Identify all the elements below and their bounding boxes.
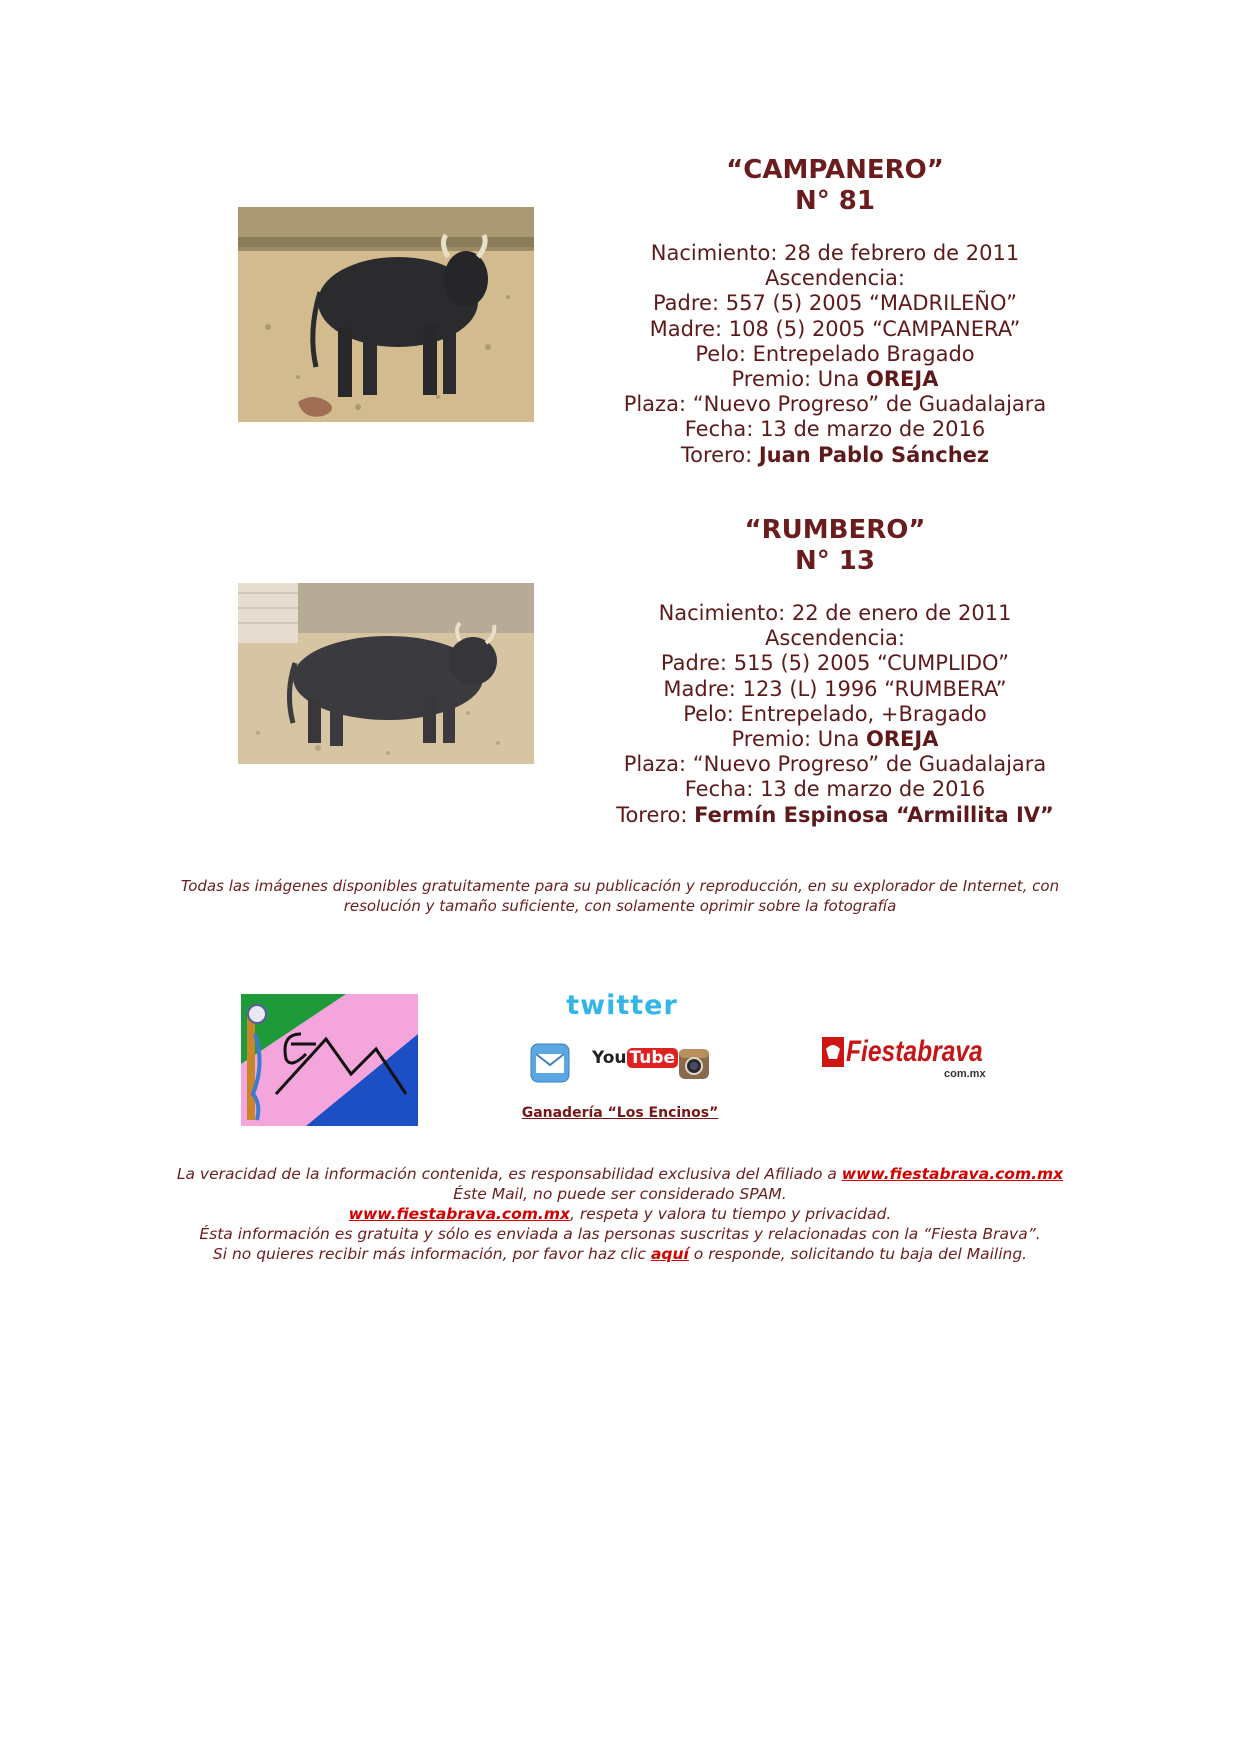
fecha-line: Fecha: 13 de marzo de 2016: [684, 417, 986, 442]
torero-line: Torero: Fermín Espinosa “Armillita IV”: [616, 802, 1054, 827]
fiestabrava-link[interactable]: www.fiestabrava.com.mx: [348, 1205, 570, 1223]
bull-photo-rumbero[interactable]: [238, 583, 534, 764]
bull-info-rumbero: [600, 515, 1070, 828]
unsubscribe-link[interactable]: aquí: [650, 1245, 689, 1263]
ganaderia-link[interactable]: Ganadería “Los Encinos”: [521, 1105, 719, 1121]
padre-line: Padre: 557 (5) 2005 “MADRILEÑO”: [652, 291, 1018, 316]
fecha-line: Fecha: 13 de marzo de 2016: [684, 777, 986, 802]
bull-image: [238, 583, 534, 764]
youtube-logo[interactable]: [592, 1048, 676, 1080]
bull-number: N° 13: [795, 546, 875, 576]
plaza-line: Plaza: “Nuevo Progreso” de Guadalajara: [623, 392, 1047, 417]
email-icon[interactable]: [530, 1043, 570, 1083]
bull-name: “RUMBERO”: [744, 515, 926, 545]
plaza-line: Plaza: “Nuevo Progreso” de Guadalajara: [623, 752, 1047, 777]
fiestabrava-logo[interactable]: [822, 1035, 1002, 1083]
bull-image: [238, 207, 534, 422]
twitter-wordmark: twitter: [566, 990, 678, 1021]
bull-info-campanero: [600, 155, 1070, 468]
ascendencia-line: Ascendencia:: [765, 626, 905, 651]
bull-photo-campanero[interactable]: [238, 207, 534, 422]
bull-icon: [822, 1037, 844, 1067]
fiestabrava-wordmark: Fiestabrava: [846, 1035, 983, 1068]
bull-number: N° 81: [795, 186, 875, 216]
fiestabrava-link[interactable]: www.fiestabrava.com.mx: [841, 1165, 1064, 1183]
bull-name: “CAMPANERO”: [726, 155, 944, 185]
footer-disclaimer: La veracidad de la información contenida, es responsabilidad exclusiva del Afiliado a www.fiestabrava.com.mx Éste Mail, no puede ser considerado SPAM. www.fiestabrava.com.mx, respeta y valora tu tiempo y privacidad. Ésta información es gratuita y sólo es enviada a las personas suscritas y relacionadas con la “Fiesta Brava”. Si no quieres recibir más información, por favor haz clic aquí o responde, solicitando tu baja del Mailing.: [176, 1165, 1064, 1263]
madre-line: Madre: 123 (L) 1996 “RUMBERA”: [663, 676, 1007, 701]
youtube-you: You: [592, 1048, 627, 1068]
premio-line: Premio: Una OREJA: [731, 727, 939, 752]
ascendencia-line: Ascendencia:: [765, 266, 905, 291]
images-note: Todas las imágenes disponibles gratuitamente para su publicación y reproducción, en su explorador de Internet, con resolución y tamaño suficiente, con solamente oprimir sobre la fotografía: [180, 877, 1060, 915]
padre-line: Padre: 515 (5) 2005 “CUMPLIDO”: [660, 651, 1010, 676]
pelo-line: Pelo: Entrepelado Bragado: [695, 341, 975, 366]
nacimiento-line: Nacimiento: 28 de febrero de 2011: [650, 241, 1020, 265]
youtube-tube: Tube: [627, 1048, 679, 1068]
ganaderia-logo[interactable]: [241, 994, 418, 1126]
nacimiento-line: Nacimiento: 22 de enero de 2011: [658, 601, 1012, 625]
instagram-icon[interactable]: [678, 1048, 710, 1080]
premio-line: Premio: Una OREJA: [731, 367, 939, 392]
fiestabrava-sub: com.mx: [944, 1068, 986, 1080]
twitter-logo[interactable]: [558, 990, 686, 1024]
torero-line: Torero: Juan Pablo Sánchez: [680, 442, 990, 467]
pelo-line: Pelo: Entrepelado, +Bragado: [683, 701, 987, 726]
madre-line: Madre: 108 (5) 2005 “CAMPANERA”: [649, 316, 1021, 341]
